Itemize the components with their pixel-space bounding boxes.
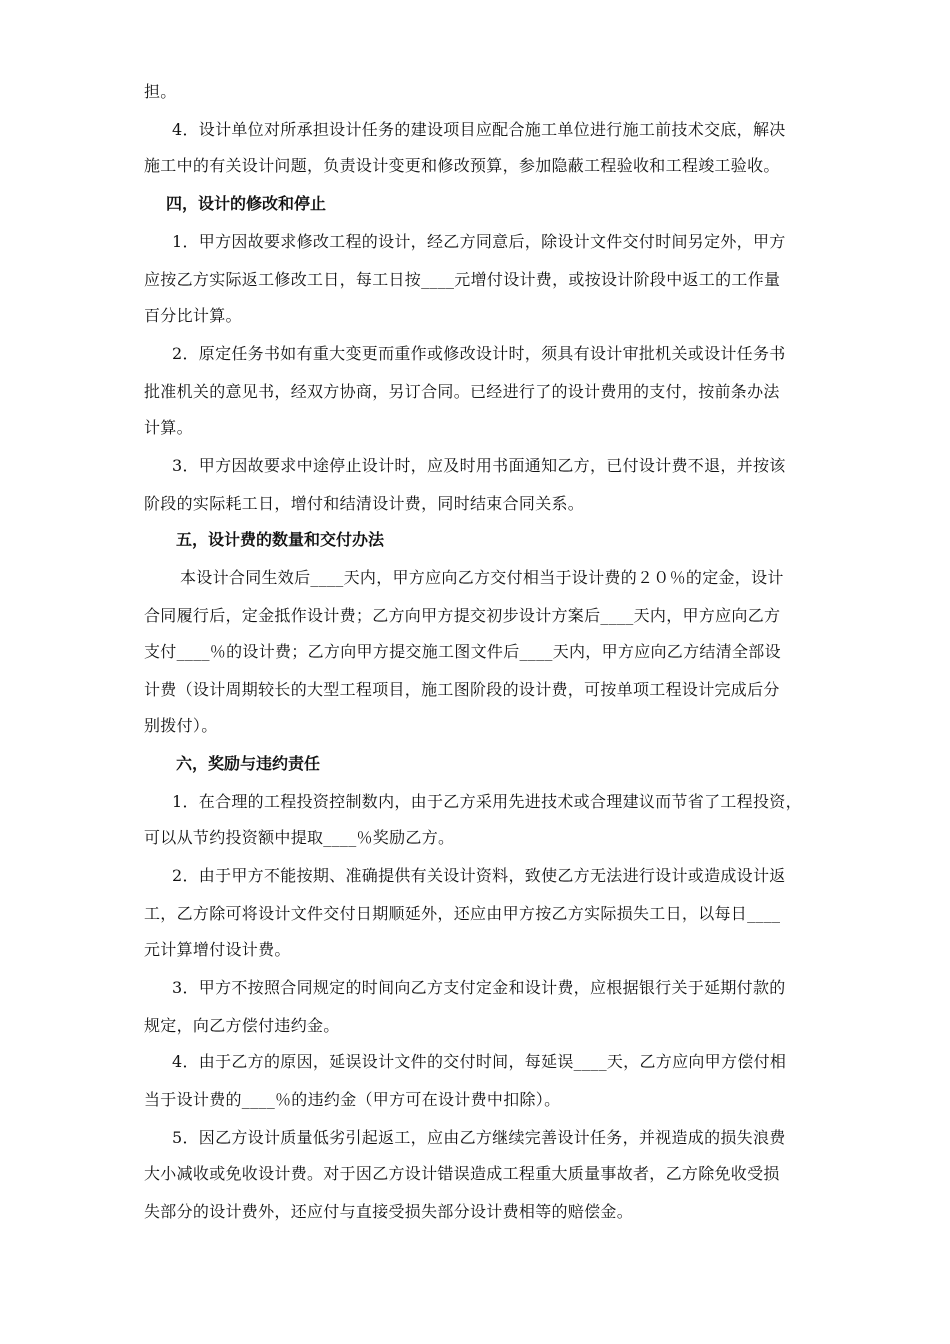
text-line: 1．在合理的工程投资控制数内，由于乙方采用先进技术或合理建议而节省了工程投资， bbox=[172, 792, 802, 811]
text-line: 3．甲方因故要求中途停止设计时，应及时用书面通知乙方，已付设计费不退，并按该 bbox=[172, 456, 786, 475]
text-line: 计算。 bbox=[144, 418, 193, 437]
text-line: 可以从节约投资额中提取____％奖励乙方。 bbox=[144, 828, 455, 847]
section-heading-5: 五，设计费的数量和交付办法 bbox=[176, 530, 385, 549]
text-line: 元计算增付设计费。 bbox=[144, 940, 291, 959]
text-line: 1．甲方因故要求修改工程的设计，经乙方同意后，除设计文件交付时间另定外，甲方 bbox=[172, 232, 786, 251]
text-line: 施工中的有关设计问题，负责设计变更和修改预算，参加隐蔽工程验收和工程竣工验收。 bbox=[144, 156, 780, 175]
text-line: 百分比计算。 bbox=[144, 306, 242, 325]
text-line: 别拨付）。 bbox=[144, 716, 218, 735]
text-line: 批准机关的意见书，经双方协商，另订合同。已经进行了的设计费用的支付，按前条办法 bbox=[144, 382, 780, 401]
text-line: 规定，向乙方偿付违约金。 bbox=[144, 1016, 340, 1035]
text-line: 2．原定任务书如有重大变更而重作或修改设计时，须具有设计审批机关或设计任务书 bbox=[172, 344, 786, 363]
text-line: 应按乙方实际返工修改工日，每工日按____元增付设计费，或按设计阶段中返工的工作量 bbox=[144, 270, 781, 289]
text-line: 计费（设计周期较长的大型工程项目，施工图阶段的设计费，可按单项工程设计完成后分 bbox=[144, 680, 780, 699]
text-line: 合同履行后，定金抵作设计费；乙方向甲方提交初步设计方案后____天内，甲方应向乙方 bbox=[144, 606, 781, 625]
text-line: 4．由于乙方的原因，延误设计文件的交付时间，每延误____天，乙方应向甲方偿付相 bbox=[172, 1052, 787, 1071]
text-line: 大小减收或免收设计费。对于因乙方设计错误造成工程重大质量事故者，乙方除免收受损 bbox=[144, 1164, 780, 1183]
text-line: 5．因乙方设计质量低劣引起返工，应由乙方继续完善设计任务，并视造成的损失浪费 bbox=[172, 1128, 786, 1147]
text-line: 2．由于甲方不能按期、准确提供有关设计资料，致使乙方无法进行设计或造成设计返 bbox=[172, 866, 786, 885]
text-line: 阶段的实际耗工日，增付和结清设计费，同时结束合同关系。 bbox=[144, 494, 585, 513]
text-line: 失部分的设计费外，还应付与直接受损失部分设计费相等的赔偿金。 bbox=[144, 1202, 634, 1221]
text-line: 本设计合同生效后____天内，甲方应向乙方交付相当于设计费的２０％的定金，设计 bbox=[180, 568, 784, 587]
text-line: 3．甲方不按照合同规定的时间向乙方支付定金和设计费，应根据银行关于延期付款的 bbox=[172, 978, 786, 997]
text-line: 支付____％的设计费；乙方向甲方提交施工图文件后____天内，甲方应向乙方结清全部设 bbox=[144, 642, 781, 661]
text-line: 4．设计单位对所承担设计任务的建设项目应配合施工单位进行施工前技术交底，解决 bbox=[172, 120, 786, 139]
text-line: 担。 bbox=[144, 82, 177, 101]
section-heading-4: 四，设计的修改和停止 bbox=[166, 194, 327, 213]
text-line: 当于设计费的____％的违约金（甲方可在设计费中扣除）。 bbox=[144, 1090, 561, 1109]
section-heading-6: 六，奖励与违约责任 bbox=[176, 754, 321, 773]
text-line: 工，乙方除可将设计文件交付日期顺延外，还应由甲方按乙方实际损失工日，以每日____ bbox=[144, 904, 781, 923]
